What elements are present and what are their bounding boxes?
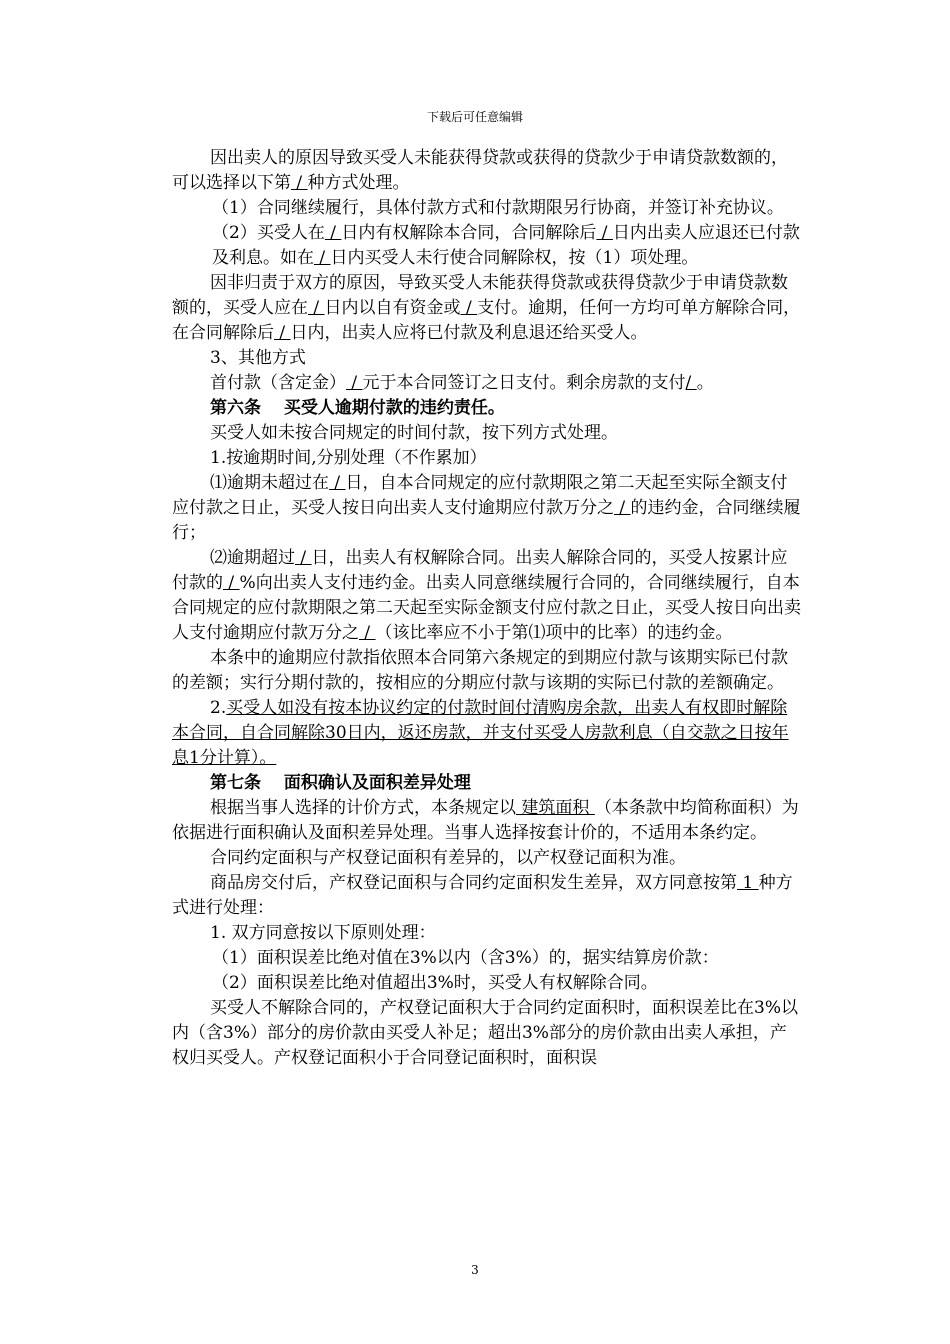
blank-field: / [460,298,478,318]
paragraph-non-attributable: 因非归责于双方的原因，导致买受人未能获得贷款或获得贷款少于申请贷款数额的，买受人应在 / 日内以自有资金或 / 支付。逾期，任何一方均可单方解除合同，在合同解除后 / 日内，出卖人应将已付款及利息退还给买受人。 [172,273,801,343]
page-header: 下载后可任意编辑 [426,110,523,124]
paragraph-down-payment: 首付款（含定金） / 元于本合同签订之日支付。剩余房款的支付/ 。 [210,373,714,393]
paragraph-option-1: （1）合同继续履行，具体付款方式和付款期限另行协商，并签订补充协议。 [212,198,784,218]
blank-field: / [314,248,331,268]
paragraph-loan-failure: 因出卖人的原因导致买受人未能获得贷款或获得的贷款少于申请贷款数额的，可以选择以下第 / 种方式处理。 [172,148,788,193]
blank-field: / [614,498,631,518]
blank-field: / [291,173,308,193]
paragraph-late-1-2: ⑵逾期超过 / 日，出卖人有权解除合同。出卖人解除合同的，买受人按累计应付款的 / %向出卖人支付违约金。出卖人同意继续履行合同的，合同继续履行，自本合同规定的应付款期限之第二天起至实际金额支付应付款之日止，买受人按日向出卖人支付逾期应付款万分之 / （该比率应不小于第⑴项中的比率）的违约金。 [172,548,801,643]
blank-field: / [295,548,312,568]
paragraph-area-difference: 商品房交付后，产权登记面积与合同约定面积发生差异，双方同意按第 1 种方式进行处理： [172,873,793,918]
blank-field: 建筑面积 [516,798,595,818]
paragraph-overdue-definition: 本条中的逾期应付款指依照本合同第六条规定的到期应付款与该期实际已付款的差额；实行分期付款的，按相应的分期应付款与该期的实际已付款的差额确定。 [172,648,788,693]
paragraph-late-payment: 买受人如未按合同规定的时间付款，按下列方式处理。 [210,423,618,443]
paragraph-area-settlement: 买受人不解除合同的，产权登记面积大于合同约定面积时，面积误差比在3%以内（含3%）部分的房价款由买受人补足；超出3%部分的房价款由出卖人承担，产权归买受人。产权登记面积小于合同登记面积时，面积误 [172,998,798,1068]
blank-field: / [346,373,363,393]
paragraph-area-1-2: （2）面积误差比绝对值超出3%时，买受人有权解除合同。 [212,973,658,993]
blank-field: / [308,298,325,318]
paragraph-option-2: （2）买受人在 / 日内有权解除本合同，合同解除后 / 日内出卖人应退还已付款及利息。如在 / 日内买受人未行使合同解除权，按（1）项处理。 [212,223,800,268]
document-body [172,146,802,1071]
blank-field: / [329,473,346,493]
blank-field: 1 [737,873,759,893]
paragraph-area-1-1: （1）面积误差比绝对值在3%以内（含3%）的，据实结算房价款： [212,948,719,968]
blank-field: / [223,573,240,593]
page-number: 3 [471,1263,479,1277]
blank-field: / [685,373,697,393]
blank-field: / [359,623,376,643]
paragraph-late-2: 2.买受人如没有按本协议约定的付款时间付清购房余款，出卖人有权即时解除本合同，自合同解除30日内，返还房款，并支付买受人房款利息（自交款之日按年息1分计算）。 [172,698,789,768]
blank-field: / [596,223,613,243]
article-7-heading: 第七条 面积确认及面积差异处理 [210,773,471,793]
paragraph-late-1: 1.按逾期时间,分别处理（不作累加） [210,448,487,468]
blank-field: / [324,223,342,243]
article-6-heading: 第六条 买受人逾期付款的违约责任。 [210,398,505,418]
paragraph-other-methods: 3、其他方式 [210,348,306,368]
paragraph-area-1: 1. 双方同意按以下原则处理： [210,923,436,943]
paragraph-area-register: 合同约定面积与产权登记面积有差异的，以产权登记面积为准。 [210,848,686,868]
blank-field: / [274,323,291,343]
paragraph-area-basis: 根据当事人选择的计价方式，本条规定以 建筑面积 （本条款中均简称面积）为依据进行面积确认及面积差异处理。当事人选择按套计价的，不适用本条约定。 [172,798,799,843]
paragraph-late-1-1: ⑴逾期未超过在 / 日，自本合同规定的应付款期限之第二天起至实际全额支付应付款之日止，买受人按日向出卖人支付逾期应付款万分之 / 的违约金，合同继续履行； [172,473,801,543]
